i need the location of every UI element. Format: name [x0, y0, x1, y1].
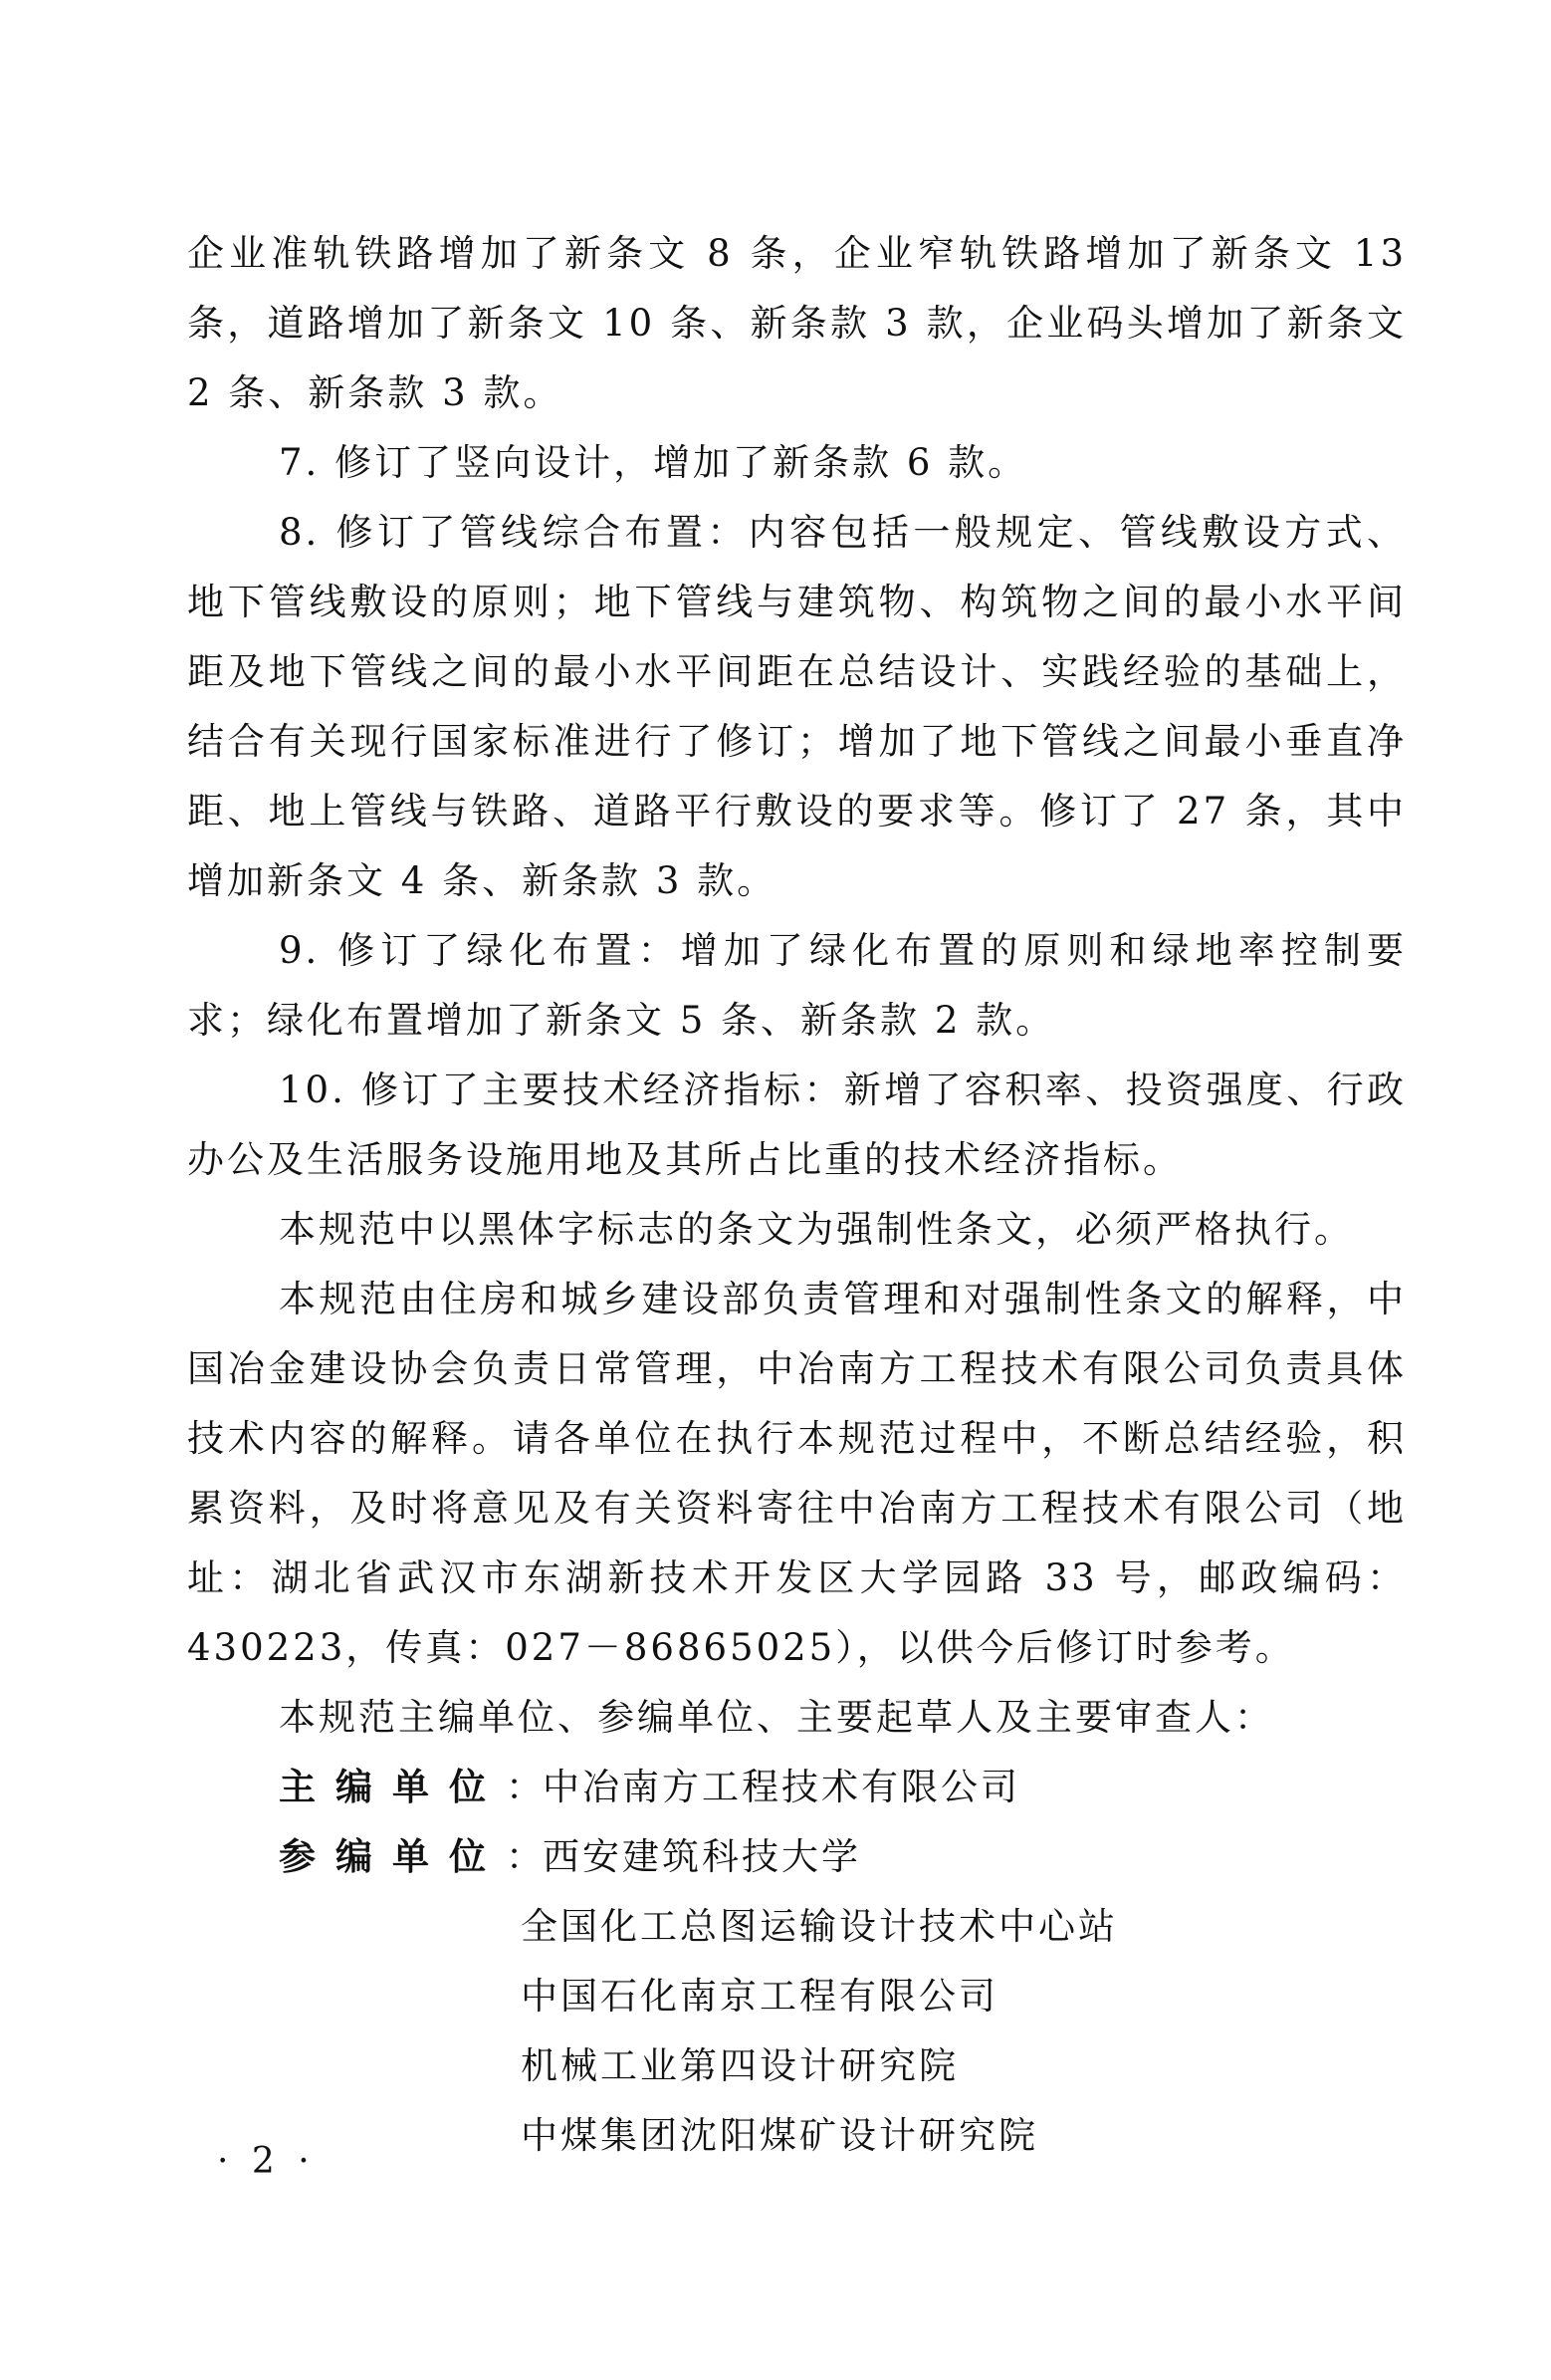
participant-item: 中煤集团沈阳煤矿设计研究院 — [521, 2114, 1038, 2157]
paragraph-item-7: 7. 修订了竖向设计，增加了新条款 6 款。 — [279, 441, 1028, 484]
paragraph-continuation: 企业准轨铁路增加了新条文 8 条，企业窄轨铁路增加了新条文 13 条，道路增加了新条文 10 条、新条款 3 款，企业码头增加了新条文 2 条、新条款 3 款。 — [187, 232, 1407, 414]
participant-item: 全国化工总图运输设计技术中心站 — [521, 1905, 1118, 1948]
paragraph-item-10: 10. 修订了主要技术经济指标：新增了容积率、投资强度、行政办公及生活服务设施用地及其所占比重的技术经济指标。 — [187, 1069, 1407, 1181]
chief-editor-label: 主编单位 — [279, 1766, 506, 1808]
paragraph-units-intro: 本规范主编单位、参编单位、主要起草人及主要审查人： — [279, 1696, 1274, 1739]
paragraph-management-note: 本规范由住房和城乡建设部负责管理和对强制性条文的解释，中国冶金建设协会负责日常管理，中冶南方工程技术有限公司负责具体技术内容的解释。请各单位在执行本规范过程中，不断总结经验，积累资料，及时将意见及有关资料寄往中冶南方工程技术有限公司（地址：湖北省武汉市东湖新技术开发区大学园路 33 号，邮政编码：430223，传真：027－86865025），以供今后修订时参考。 — [187, 1278, 1407, 1669]
paragraph-mandatory-note: 本规范中以黑体字标志的条文为强制性条文，必须严格执行。 — [279, 1208, 1354, 1251]
paragraph-item-8: 8. 修订了管线综合布置：内容包括一般规定、管线敷设方式、地下管线敷设的原则；地下管线与建筑物、构筑物之间的最小水平间距及地下管线之间的最小水平间距在总结设计、实践经验的基础上，结合有关现行国家标准进行了修订；增加了地下管线之间最小垂直净距、地上管线与铁路、道路平行敷设的要求等。修订了 27 条，其中增加新条文 4 条、新条款 3 款。 — [187, 511, 1407, 902]
chief-editor-row — [187, 1753, 1407, 1822]
participant-item: 机械工业第四设计研究院 — [521, 2044, 959, 2087]
chief-editor-colon: ： — [506, 1766, 543, 1808]
participants-colon: ： — [506, 1835, 543, 1878]
page-number: · 2 · — [217, 2141, 316, 2182]
chief-editor-value: 中冶南方工程技术有限公司 — [543, 1766, 1020, 1808]
paragraph-item-9: 9. 修订了绿化布置：增加了绿化布置的原则和绿地率控制要求；绿化布置增加了新条文 5 条、新条款 2 款。 — [187, 929, 1407, 1042]
participants-row — [187, 1822, 1407, 1892]
participants-label: 参编单位 — [279, 1835, 506, 1878]
page-body — [187, 219, 1407, 2171]
participant-item: 中国石化南京工程有限公司 — [521, 1975, 998, 2018]
participant-first: 西安建筑科技大学 — [543, 1835, 861, 1878]
